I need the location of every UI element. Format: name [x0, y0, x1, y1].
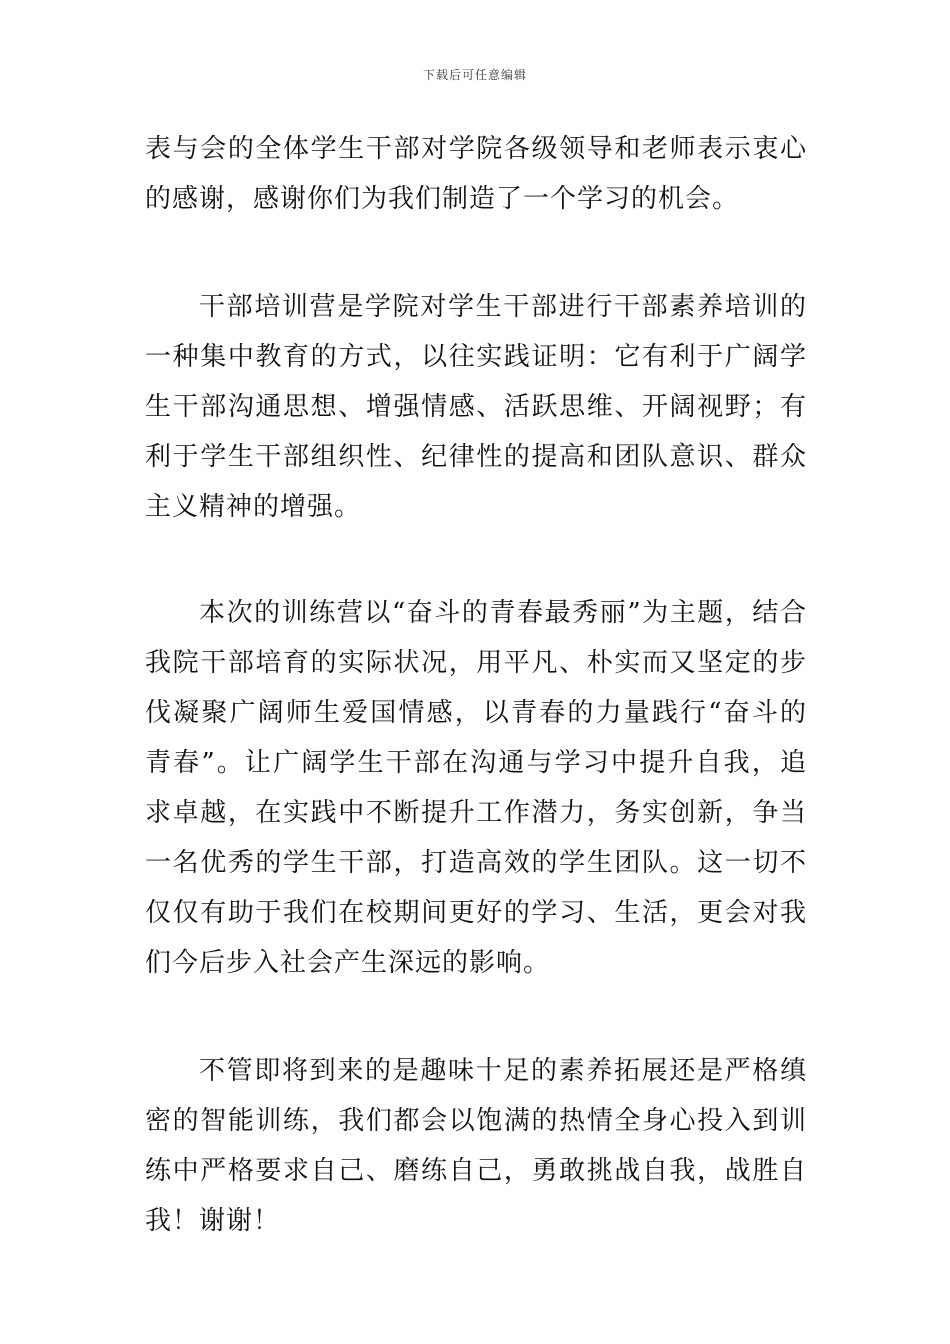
- download-note: 下载后可任意编辑: [422, 68, 527, 82]
- paragraph-thanks: 表与会的全体学生干部对学院各级领导和老师表示衷心的感谢，感谢你们为我们制造了一个学习的机会。: [145, 134, 807, 214]
- paragraph-closing: 不管即将到来的是趣味十足的素养拓展还是严格缜密的智能训练，我们都会以饱满的热情全身心投入到训练中严格要求自己、磨练自己，勇敢挑战自我，战胜自我！谢谢！: [145, 1056, 807, 1236]
- paragraph-training-camp: 干部培训营是学院对学生干部进行干部素养培训的一种集中教育的方式，以往实践证明：它有利于广阔学生干部沟通思想、增强情感、活跃思维、开阔视野；有利于学生干部组织性、纪律性的提高和团队意识、群众主义精神的增强。: [145, 292, 807, 522]
- document-body: [145, 124, 807, 1246]
- paragraph-theme: 本次的训练营以“奋斗的青春最秀丽”为主题，结合我院干部培育的实际状况，用平凡、朴实而又坚定的步伐凝聚广阔师生爱国情感，以青春的力量践行“奋斗的青春”。让广阔学生干部在沟通与学习中提升自我，追求卓越，在实践中不断提升工作潜力，务实创新，争当一名优秀的学生干部，打造高效的学生团队。这一切不仅仅有助于我们在校期间更好的学习、生活，更会对我们今后步入社会产生深远的影响。: [145, 598, 807, 978]
